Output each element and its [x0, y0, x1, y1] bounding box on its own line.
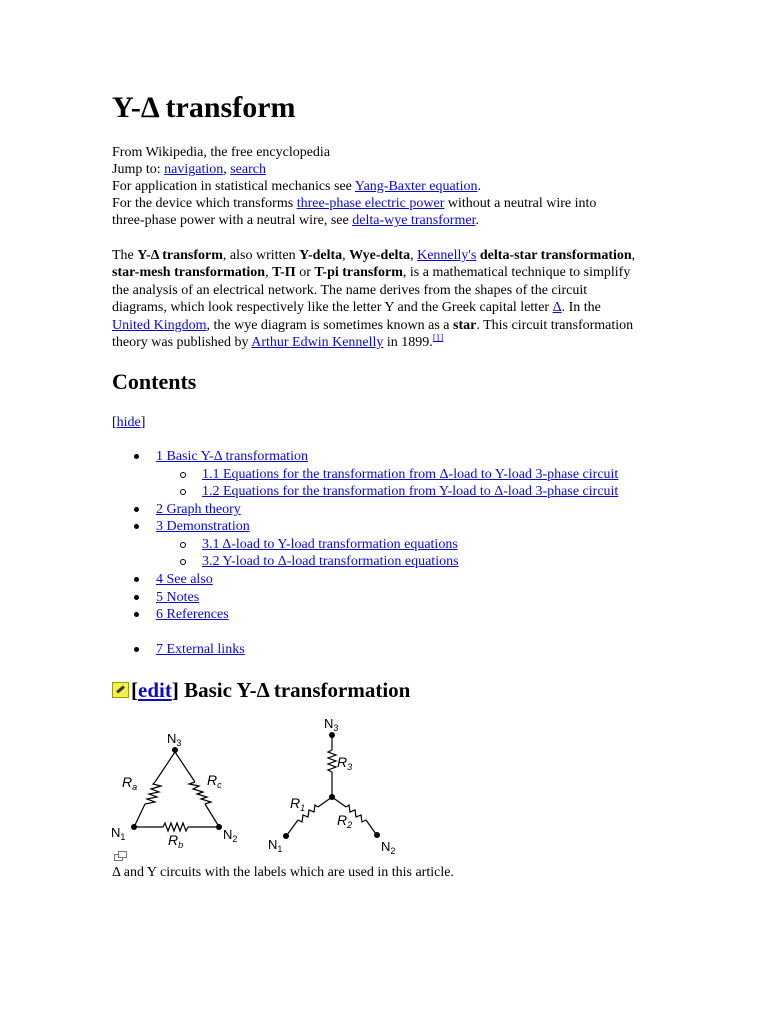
figure-caption: Δ and Y circuits with the labels which are used in this article.: [112, 865, 454, 880]
wye-wire: [366, 820, 376, 834]
toc-link-3-2[interactable]: 3.2 Y-load to Δ-load transformation equations: [202, 554, 459, 569]
jump-navigation-link[interactable]: navigation: [164, 162, 224, 177]
edit-bracket: [: [131, 678, 138, 702]
toc-subbullet: [180, 472, 186, 478]
intro-text: , is a mathematical technique to simplify the analysis of an electrical network. The name derives from the shapes of the circuit diagrams, which look respectively like the letter Y and the Greek capital letter: [112, 265, 631, 316]
section-edit-link[interactable]: edit: [138, 678, 172, 702]
tagline: From Wikipedia, the free encyclopedia: [112, 145, 331, 160]
enlarge-icon[interactable]: [114, 851, 126, 860]
bold-term: T-Π: [272, 265, 296, 281]
hatnote-device: [112, 195, 632, 230]
bold-term: delta-star transformation: [479, 248, 632, 263]
contents-heading: Contents: [112, 369, 197, 394]
wye-node-n2: [374, 832, 380, 838]
intro-text: ,: [410, 248, 418, 263]
intro-text: in 1899.: [383, 335, 433, 351]
toc-link-1[interactable]: 1 Basic Y-Δ transformation: [156, 449, 308, 464]
circuit-diagram: [100, 712, 520, 860]
resistor-r3-zigzag: [328, 750, 336, 772]
reference-1-link[interactable]: [1]: [432, 332, 444, 343]
page-title: Y-Δ transform: [112, 91, 296, 124]
united-kingdom-link[interactable]: United Kingdom: [112, 317, 207, 333]
toc-link-5[interactable]: 5 Notes: [156, 590, 200, 605]
intro-text: . In the: [561, 300, 601, 316]
toc-toggle: [112, 414, 145, 431]
jump-to-label: Jump to:: [112, 162, 165, 177]
resistor-ra-zigzag: [145, 782, 161, 804]
delta-wire: [175, 752, 195, 782]
intro-text: The: [112, 248, 138, 263]
toc-item: [156, 571, 213, 588]
toc-link-4[interactable]: 4 See also: [156, 572, 213, 587]
wye-label-r1: $R_1$: [290, 795, 306, 813]
toc-link-7[interactable]: 7 External links: [156, 642, 245, 657]
bold-term: star: [453, 317, 477, 333]
jump-separator: ,: [223, 162, 231, 177]
toc-link-1-2[interactable]: 1.2 Equations for the transformation from Y-load to Δ-load 3-phase circuit: [202, 484, 619, 499]
toc-item: [202, 553, 459, 570]
kennelly-link[interactable]: Kennelly's: [417, 248, 477, 263]
wye-node-n1: [283, 833, 289, 839]
toc-bullet: [134, 524, 139, 529]
toc-item: [156, 518, 250, 535]
toc-item: [202, 483, 618, 500]
bold-term: Y-delta: [299, 248, 343, 263]
wye-label-n3: $N_3$: [324, 716, 339, 733]
toc-subbullet: [180, 489, 186, 495]
delta-wire: [135, 804, 145, 825]
wye-center-node: [329, 794, 335, 800]
intro-text: ,: [631, 248, 636, 263]
jump-to: [112, 161, 266, 178]
toc-bullet: [134, 595, 139, 600]
toc-bullet: [134, 612, 139, 617]
delta-node-n1: [131, 824, 137, 830]
toc-link-6[interactable]: 6 References: [156, 607, 229, 622]
jump-search-link[interactable]: search: [230, 162, 266, 177]
toc-item: [156, 448, 308, 465]
toc-bullet: [134, 454, 139, 459]
hatnote-text: .: [477, 179, 481, 194]
bold-term: star-mesh transformation: [112, 265, 266, 281]
intro-text: , also written: [222, 248, 300, 263]
toc-link-1-1[interactable]: 1.1 Equations for the transformation from Δ-load to Y-load 3-phase circuit: [202, 467, 619, 482]
delta-circuit: [135, 752, 218, 831]
intro-text: ,: [342, 248, 350, 263]
delta-wire: [155, 752, 175, 782]
toc-item: [156, 589, 199, 606]
toc-item: [156, 641, 245, 658]
three-phase-power-link[interactable]: three-phase electric power: [296, 196, 445, 211]
delta-letter-link[interactable]: Δ: [552, 300, 562, 316]
toc-subbullet: [180, 542, 186, 548]
toc-bullet: [134, 647, 139, 652]
hatnote-text: For application in statistical mechanics see: [112, 179, 355, 194]
hatnote-statistical: [112, 178, 481, 195]
intro-text: , the wye diagram is sometimes known as a: [206, 317, 454, 333]
toc-bullet: [134, 577, 139, 582]
bold-term: Wye-delta: [349, 248, 411, 263]
section-title: Basic Y-Δ transformation: [178, 678, 411, 702]
toc-subbullet: [180, 559, 186, 565]
hatnote-text: .: [475, 213, 479, 229]
toc-bullet: [134, 507, 139, 512]
delta-label-rc: $R_c$: [207, 772, 222, 790]
toc-link-2[interactable]: 2 Graph theory: [156, 502, 241, 517]
intro-text: . This circuit transformation theory was published by: [112, 317, 634, 351]
delta-label-ra: $R_a$: [122, 774, 138, 792]
arthur-kennelly-link[interactable]: Arthur Edwin Kennelly: [251, 335, 384, 351]
intro-text: ,: [265, 265, 273, 281]
toc-bracket: [: [112, 415, 117, 430]
intro-paragraph: [112, 247, 640, 351]
section-heading-basic: [112, 677, 410, 703]
delta-wire: [205, 804, 218, 825]
hatnote-text: For the device which transforms: [112, 196, 297, 211]
wye-wire: [287, 820, 298, 835]
bold-term: Y-Δ transform: [137, 248, 223, 263]
edit-bracket: ]: [171, 678, 179, 702]
intro-text: or: [295, 265, 315, 281]
resistor-rb-zigzag: [163, 823, 188, 831]
delta-wye-transformer-link[interactable]: delta-wye transformer: [352, 213, 476, 229]
toc-hide-link[interactable]: hide: [116, 415, 141, 430]
yang-baxter-link[interactable]: Yang-Baxter equation: [354, 179, 478, 194]
toc-link-3[interactable]: 3 Demonstration: [156, 519, 250, 534]
wye-label-r2: $R_2$: [337, 812, 353, 830]
delta-node-n2: [216, 824, 222, 830]
wye-label-r3: $R_3$: [337, 754, 353, 772]
toc-item: [202, 536, 458, 553]
delta-label-rb: $R_b$: [168, 832, 184, 850]
edit-pencil-icon[interactable]: [112, 682, 129, 698]
toc-item: [202, 466, 618, 483]
wye-label-n1: $N_1$: [268, 837, 283, 854]
toc-item: [156, 606, 229, 623]
wye-label-n2: $N_2$: [381, 839, 396, 856]
wye-circuit: [287, 736, 376, 835]
hatnote-text: without a neutral wire into three-phase power with a neutral wire, see: [112, 196, 597, 229]
delta-label-n3: $N_3$: [167, 731, 182, 748]
delta-label-n1: $N_1$: [111, 825, 126, 842]
bold-term: T-pi transform: [314, 265, 403, 281]
toc-link-3-1[interactable]: 3.1 Δ-load to Y-load transformation equations: [202, 537, 458, 552]
toc-bracket: ]: [140, 415, 146, 430]
delta-label-n2: $N_2$: [223, 827, 238, 844]
toc-item: [156, 501, 241, 518]
